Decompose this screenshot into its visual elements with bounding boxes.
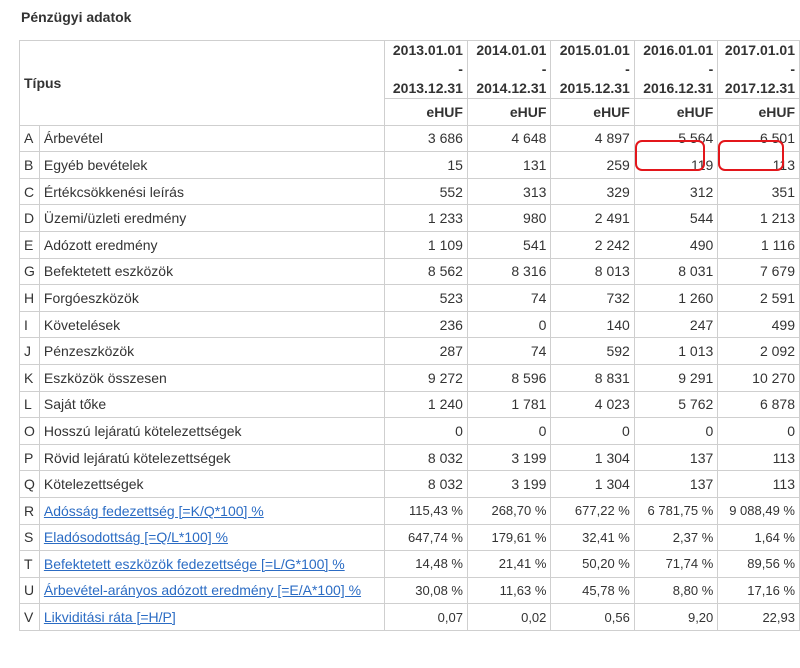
value-cell: 6 501 (718, 125, 800, 152)
value-cell: 732 (551, 285, 634, 312)
row-code: Q (20, 471, 40, 498)
row-label: Hosszú lejáratú kötelezettségek (39, 418, 384, 445)
value-cell: 6 878 (718, 391, 800, 418)
value-cell: 9 088,49 % (718, 497, 800, 524)
value-cell: 541 (467, 231, 550, 258)
value-cell: 3 199 (467, 471, 550, 498)
row-label: Pénzeszközök (39, 338, 384, 365)
row-code: G (20, 258, 40, 285)
table-row (20, 604, 800, 631)
value-cell: 312 (634, 178, 717, 205)
value-cell: 647,74 % (384, 524, 467, 551)
value-cell: 313 (467, 178, 550, 205)
row-code: K (20, 364, 40, 391)
table-row (20, 577, 800, 604)
period-header-2013: 2013.01.01 - 2013.12.31 (384, 41, 467, 99)
value-cell: 552 (384, 178, 467, 205)
unit-header: eHUF (718, 99, 800, 126)
value-cell: 259 (551, 152, 634, 179)
value-cell: 0 (467, 311, 550, 338)
value-cell: 8 831 (551, 364, 634, 391)
value-cell: 5 564 (634, 125, 717, 152)
row-code: P (20, 444, 40, 471)
value-cell: 113 (718, 471, 800, 498)
value-cell: 6 781,75 % (634, 497, 717, 524)
value-cell: 22,93 (718, 604, 800, 631)
value-cell: 74 (467, 338, 550, 365)
table-row (20, 231, 800, 258)
table-row (20, 524, 800, 551)
value-cell: 45,78 % (551, 577, 634, 604)
table-row (20, 418, 800, 445)
value-cell: 140 (551, 311, 634, 338)
indicator-cell (39, 604, 384, 631)
indicator-cell (39, 551, 384, 578)
table-row (20, 338, 800, 365)
row-code: J (20, 338, 40, 365)
value-cell: 287 (384, 338, 467, 365)
period-header-2015: 2015.01.01 - 2015.12.31 (551, 41, 634, 99)
value-cell: 131 (467, 152, 550, 179)
row-label: Eszközök összesen (39, 364, 384, 391)
row-code: C (20, 178, 40, 205)
value-cell: 3 686 (384, 125, 467, 152)
value-cell: 9,20 (634, 604, 717, 631)
value-cell: 137 (634, 471, 717, 498)
row-label: Kötelezettségek (39, 471, 384, 498)
financial-table (19, 40, 800, 631)
value-cell: 677,22 % (551, 497, 634, 524)
value-cell: 8,80 % (634, 577, 717, 604)
value-cell: 9 272 (384, 364, 467, 391)
table-row (20, 311, 800, 338)
row-code: U (20, 577, 40, 604)
value-cell: 2 591 (718, 285, 800, 312)
indicator-link[interactable]: Adósság fedezettség [=K/Q*100] % (43, 502, 264, 519)
value-cell: 17,16 % (718, 577, 800, 604)
value-cell: 2 242 (551, 231, 634, 258)
value-cell: 0,56 (551, 604, 634, 631)
indicator-cell (39, 577, 384, 604)
table-row (20, 497, 800, 524)
value-cell: 490 (634, 231, 717, 258)
table-row (20, 152, 800, 179)
value-cell: 8 032 (384, 471, 467, 498)
row-code: R (20, 497, 40, 524)
value-cell: 113 (718, 444, 800, 471)
row-code: L (20, 391, 40, 418)
value-cell: 10 270 (718, 364, 800, 391)
value-cell: 30,08 % (384, 577, 467, 604)
value-cell: 4 897 (551, 125, 634, 152)
value-cell: 137 (634, 444, 717, 471)
indicator-cell (39, 497, 384, 524)
value-cell: 8 031 (634, 258, 717, 285)
table-row (20, 205, 800, 232)
value-cell: 1 260 (634, 285, 717, 312)
value-cell: 119 (634, 152, 717, 179)
value-cell: 0 (467, 418, 550, 445)
value-cell: 8 032 (384, 444, 467, 471)
value-cell: 247 (634, 311, 717, 338)
table-row (20, 125, 800, 152)
page-title: Pénzügyi adatok (21, 9, 132, 25)
value-cell: 179,61 % (467, 524, 550, 551)
value-cell: 268,70 % (467, 497, 550, 524)
table-row (20, 444, 800, 471)
value-cell: 351 (718, 178, 800, 205)
table-row (20, 551, 800, 578)
value-cell: 2,37 % (634, 524, 717, 551)
value-cell: 1 240 (384, 391, 467, 418)
row-code: I (20, 311, 40, 338)
value-cell: 9 291 (634, 364, 717, 391)
value-cell: 89,56 % (718, 551, 800, 578)
value-cell: 8 013 (551, 258, 634, 285)
value-cell: 499 (718, 311, 800, 338)
row-code: D (20, 205, 40, 232)
value-cell: 4 648 (467, 125, 550, 152)
value-cell: 8 316 (467, 258, 550, 285)
value-cell: 1 013 (634, 338, 717, 365)
value-cell: 1 109 (384, 231, 467, 258)
row-code: A (20, 125, 40, 152)
period-header-2014: 2014.01.01 - 2014.12.31 (467, 41, 550, 99)
value-cell: 113 (718, 152, 800, 179)
value-cell: 71,74 % (634, 551, 717, 578)
value-cell: 4 023 (551, 391, 634, 418)
value-cell: 0 (551, 418, 634, 445)
value-cell: 1 233 (384, 205, 467, 232)
value-cell: 14,48 % (384, 551, 467, 578)
value-cell: 236 (384, 311, 467, 338)
table-row (20, 285, 800, 312)
table-row (20, 471, 800, 498)
table-row (20, 364, 800, 391)
period-header-2017: 2017.01.01 - 2017.12.31 (718, 41, 800, 99)
value-cell: 15 (384, 152, 467, 179)
value-cell: 0 (634, 418, 717, 445)
value-cell: 5 762 (634, 391, 717, 418)
value-cell: 1 781 (467, 391, 550, 418)
row-label: Árbevétel (39, 125, 384, 152)
value-cell: 1 304 (551, 444, 634, 471)
value-cell: 8 596 (467, 364, 550, 391)
row-label: Üzemi/üzleti eredmény (39, 205, 384, 232)
value-cell: 0,02 (467, 604, 550, 631)
value-cell: 1,64 % (718, 524, 800, 551)
indicator-link[interactable]: Eladósodottság [=Q/L*100] % (43, 529, 228, 546)
value-cell: 7 679 (718, 258, 800, 285)
indicator-link[interactable]: Árbevétel-arányos adózott eredmény [=E/A*100] % (43, 582, 362, 599)
unit-header: eHUF (551, 99, 634, 126)
type-column-header: Típus (20, 41, 385, 126)
value-cell: 8 562 (384, 258, 467, 285)
table-row (20, 258, 800, 285)
value-cell: 1 116 (718, 231, 800, 258)
unit-header: eHUF (467, 99, 550, 126)
row-code: H (20, 285, 40, 312)
row-code: O (20, 418, 40, 445)
row-label: Befektetett eszközök (39, 258, 384, 285)
unit-header: eHUF (384, 99, 467, 126)
table-row (20, 178, 800, 205)
period-header-2016: 2016.01.01 - 2016.12.31 (634, 41, 717, 99)
row-label: Értékcsökkenési leírás (39, 178, 384, 205)
row-code: T (20, 551, 40, 578)
value-cell: 0,07 (384, 604, 467, 631)
value-cell: 0 (384, 418, 467, 445)
value-cell: 2 092 (718, 338, 800, 365)
value-cell: 544 (634, 205, 717, 232)
row-label: Rövid lejáratú kötelezettségek (39, 444, 384, 471)
value-cell: 1 304 (551, 471, 634, 498)
value-cell: 21,41 % (467, 551, 550, 578)
value-cell: 11,63 % (467, 577, 550, 604)
row-label: Egyéb bevételek (39, 152, 384, 179)
value-cell: 1 213 (718, 205, 800, 232)
value-cell: 74 (467, 285, 550, 312)
value-cell: 32,41 % (551, 524, 634, 551)
value-cell: 50,20 % (551, 551, 634, 578)
row-code: E (20, 231, 40, 258)
row-label: Saját tőke (39, 391, 384, 418)
row-label: Követelések (39, 311, 384, 338)
row-code: V (20, 604, 40, 631)
value-cell: 980 (467, 205, 550, 232)
value-cell: 115,43 % (384, 497, 467, 524)
indicator-link[interactable]: Likviditási ráta [=H/P] (43, 609, 176, 626)
value-cell: 3 199 (467, 444, 550, 471)
value-cell: 0 (718, 418, 800, 445)
value-cell: 592 (551, 338, 634, 365)
value-cell: 523 (384, 285, 467, 312)
unit-header: eHUF (634, 99, 717, 126)
value-cell: 2 491 (551, 205, 634, 232)
value-cell: 329 (551, 178, 634, 205)
row-label: Forgóeszközök (39, 285, 384, 312)
indicator-link[interactable]: Befektetett eszközök fedezettsége [=L/G*100] % (43, 555, 345, 572)
indicator-cell (39, 524, 384, 551)
row-label: Adózott eredmény (39, 231, 384, 258)
row-code: B (20, 152, 40, 179)
row-code: S (20, 524, 40, 551)
table-row (20, 391, 800, 418)
